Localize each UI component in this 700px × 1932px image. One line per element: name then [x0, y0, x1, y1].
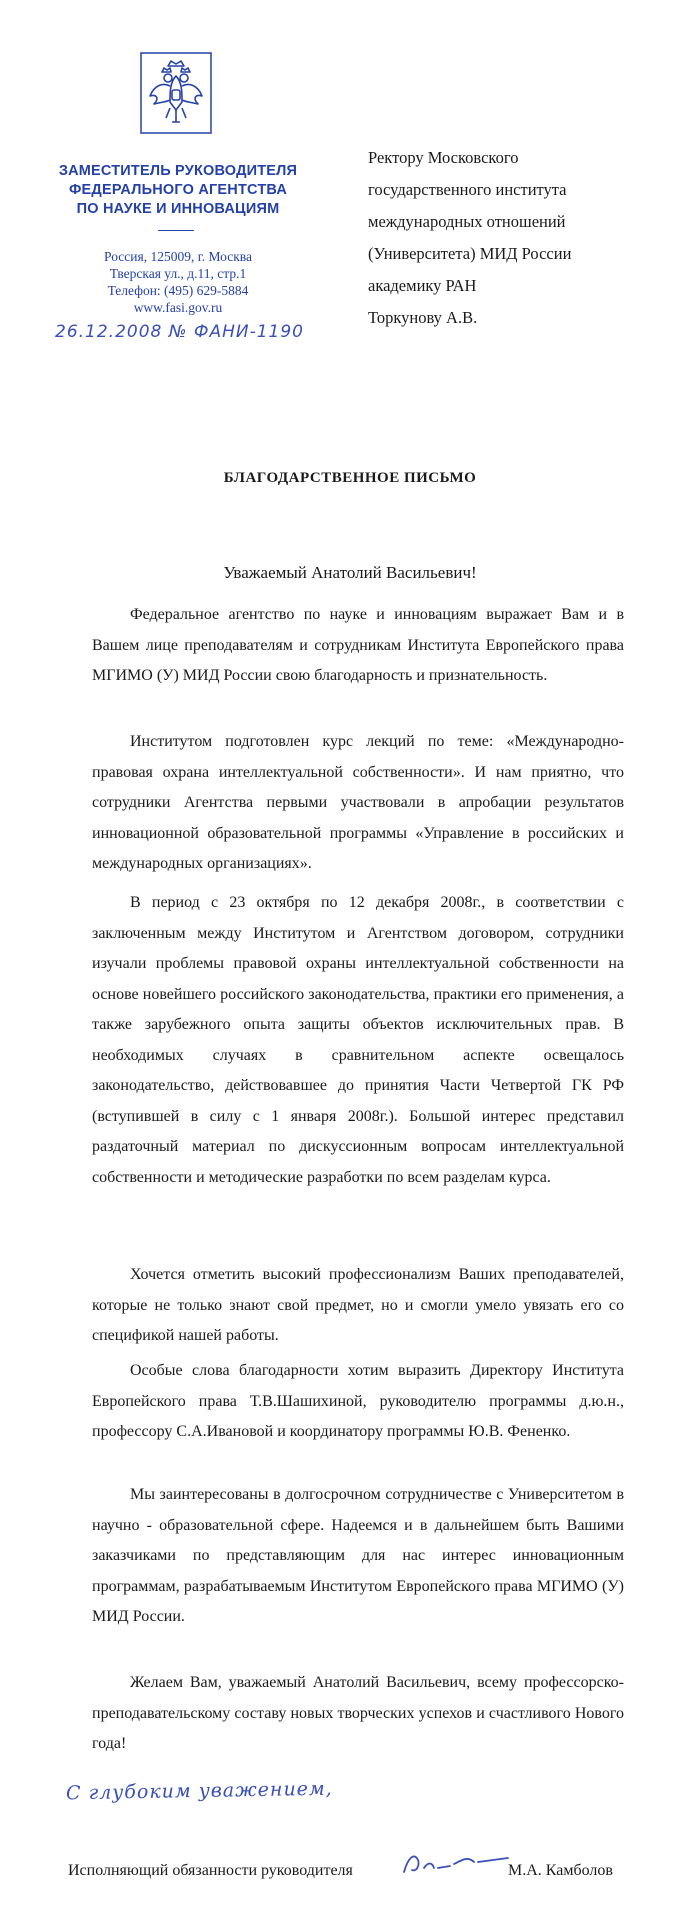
- body-paragraph: Федеральное агентство по науке и инновациям выражает Вам и в Вашем лице преподавателям и сотрудникам Института Европейского права МГИМО (У) МИД России свою благодарность и признательность.: [92, 606, 624, 684]
- recipient-line: академику РАН: [368, 276, 477, 295]
- letterhead-phone-line: Телефон: (495) 629-5884: [107, 283, 249, 298]
- letterhead-org-line: ФЕДЕРАЛЬНОГО АГЕНТСТВА: [68, 182, 288, 198]
- recipient-line: Ректору Московского: [368, 148, 519, 167]
- body-paragraph: Мы заинтересованы в долгосрочном сотрудничестве с Университетом в научно - образовательной сфере. Надеемся и в дальнейшем быть Вашими заказчиками по представляющим для нас интерес инновационным программам, разрабатываемым Институтом Европейского права МГИМО (У) МИД России.: [92, 1486, 624, 1625]
- body-paragraph: В период с 23 октября по 12 декабря 2008г., в соответствии с заключенным между Институтом и Агентством договором, сотрудники изучали проблемы правовой охраны интеллектуальной собственности на основе новейшего российского законодательства, практики его применения, а также зарубежного опыта защиты объектов исключительных прав. В необходимых случаях в сравнительном аспекте освещалось законодательство, действовавшее до принятия Части Четвертой ГК РФ (вступившей в силу с 1 января 2008г.). Большой интерес представил раздаточный материал по дискуссионным вопросам интеллектуальной собственности и методические разработки по всем разделам курса.: [92, 894, 624, 1186]
- body-paragraph: Особые слова благодарности хотим выразить Директору Института Европейского права Т.В.Шашихиной, руководителю программы д.ю.н., профессору С.А.Ивановой и координатору программы Ю.В. Фененко.: [92, 1362, 624, 1440]
- salutation: Уважаемый Анатолий Васильевич!: [223, 563, 477, 582]
- body-paragraph: Хочется отметить высокий профессионализм Ваших преподавателей, которые не только знают свой предмет, но и смогли умело увязать его со спецификой нашей работы.: [92, 1266, 624, 1344]
- recipient-line: (Университета) МИД России: [368, 244, 572, 263]
- signer-position: Исполняющий обязанности руководителя: [68, 1862, 353, 1879]
- registration-number: 26.12.2008 № ФАНИ-1190: [55, 322, 304, 342]
- letterhead-org-line: ПО НАУКЕ И ИННОВАЦИЯМ: [76, 201, 280, 217]
- letterhead-divider: [158, 230, 194, 231]
- recipient-line: международных отношений: [368, 212, 566, 231]
- recipient-line: государственного института: [368, 180, 567, 199]
- coat-of-arms-icon: [140, 52, 212, 134]
- letterhead-org-line: ЗАМЕСТИТЕЛЬ РУКОВОДИТЕЛЯ: [58, 163, 298, 179]
- recipient-line: Торкунову А.В.: [368, 308, 478, 327]
- signature-icon: [398, 1838, 518, 1882]
- closing-paragraph: Желаем Вам, уважаемый Анатолий Васильевич, всему профессорско-преподавательскому составу новых творческих успехов и счастливого Нового года!: [92, 1674, 624, 1752]
- document-title: БЛАГОДАРСТВЕННОЕ ПИСЬМО: [223, 470, 477, 486]
- letterhead-website-line: www.fasi.gov.ru: [133, 300, 223, 315]
- handwritten-closing: С глубоким уважением,: [65, 1777, 333, 1805]
- letterhead-address-line: Россия, 125009, г. Москва: [104, 249, 252, 264]
- signer-name: М.А. Камболов: [508, 1862, 613, 1879]
- letterhead-address-line: Тверская ул., д.11, стр.1: [109, 266, 247, 281]
- body-paragraph: Институтом подготовлен курс лекций по теме: «Международно-правовая охрана интеллектуальной собственности». И нам приятно, что сотрудники Агентства первыми участвовали в апробации результатов инновационной образовательной программы «Управление в российских и международных организациях».: [92, 733, 624, 872]
